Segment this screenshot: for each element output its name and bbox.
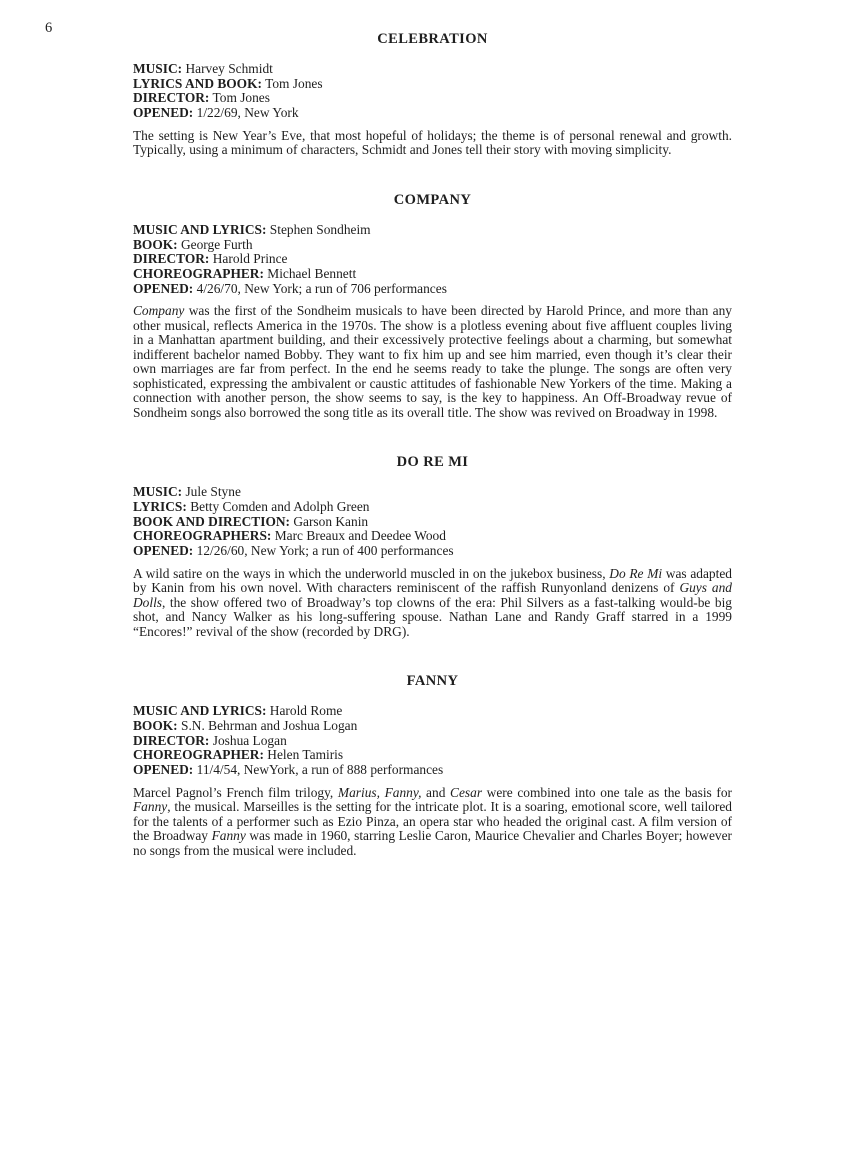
paragraph-segment: and xyxy=(421,784,451,800)
credit-line xyxy=(133,734,732,749)
paragraph-italic-segment: Cesar xyxy=(450,784,483,800)
credit-line xyxy=(133,763,732,778)
credit-label: OPENED: xyxy=(133,762,194,778)
credit-label: DIRECTOR: xyxy=(133,732,210,748)
credit-value: Harvey Schmidt xyxy=(185,61,273,76)
credit-label: BOOK AND DIRECTION: xyxy=(133,513,290,529)
credit-value: Marc Breaux and Deedee Wood xyxy=(274,528,446,544)
paragraph-segment: were combined into one tale as the basis for xyxy=(482,784,733,800)
credit-label: MUSIC AND LYRICS: xyxy=(133,703,267,719)
credit-label: MUSIC: xyxy=(133,61,183,76)
paragraph-italic-segment: Company xyxy=(133,303,185,319)
credit-label: OPENED: xyxy=(133,105,194,121)
musical-section xyxy=(133,673,732,858)
credit-label: DIRECTOR: xyxy=(133,251,210,267)
paragraph-segment: was made in 1960, starring Leslie Caron, Maurice Chevalier and Charles Boyer; however no songs from the musical were included. xyxy=(133,828,732,858)
section-paragraph xyxy=(133,304,732,420)
credit-label: BOOK: xyxy=(133,718,178,734)
section-paragraph xyxy=(133,129,732,158)
credit-value: 12/26/60, New York; a run of 400 performances xyxy=(196,543,454,559)
credit-label: MUSIC AND LYRICS: xyxy=(133,221,267,237)
musical-section xyxy=(133,454,732,639)
credit-line xyxy=(133,485,732,500)
paragraph-segment: was the first of the Sondheim musicals to have been directed by Harold Prince, and more than any other musical, reflects America in the 1970s. The show is a plotless evening about five affluent couples living in a Manhattan apartment building, and their excessively protective feelings about a charming, but somewhat indifferent bachelor named Bobby. They want to fix him up and see him married, even though it’s clear their own marriages are far from perfect. In the end he seems ready to take the plunge. The songs are often very sophisticated, expressing the ambivalent or caustic attitudes of fashionable New Yorkers of the time. Making a connection with another person, the show seems to say, is the key to happiness. An Off-Broadway revue of Sondheim songs also borrowed the song title as its overall title. The show was revived on Broadway in 1998. xyxy=(133,303,732,420)
credit-line xyxy=(133,529,732,544)
credit-line xyxy=(133,748,732,763)
credit-line xyxy=(133,223,732,238)
credit-line xyxy=(133,544,732,559)
credit-line xyxy=(133,267,732,282)
paragraph-italic-segment: Do Re Mi xyxy=(609,565,663,581)
credit-line xyxy=(133,106,732,121)
credit-value: S.N. Behrman and Joshua Logan xyxy=(181,718,358,734)
section-title: FANNY xyxy=(406,673,459,690)
credit-value: Garson Kanin xyxy=(293,513,369,529)
paragraph-italic-segment: Marius, Fanny, xyxy=(337,784,422,800)
paragraph-segment: , the show offered two of Broadway’s top clowns of the era: Phil Silvers as a fast-talking would-be big shot, and Nancy Walker as his long-suffering spouse. Nathan Lane and Randy Graff starred in a 1999 “Encores!” revival of the show (recorded by DRG). xyxy=(133,594,732,639)
credit-label: MUSIC: xyxy=(133,484,183,500)
credit-line xyxy=(133,515,732,530)
credits xyxy=(133,223,732,297)
credit-line xyxy=(133,500,732,515)
sections xyxy=(133,31,732,858)
credit-value: Tom Jones xyxy=(265,75,323,91)
paragraph-italic-segment: Fanny xyxy=(211,828,246,844)
musical-section xyxy=(133,31,732,158)
credit-line xyxy=(133,91,732,106)
credit-label: OPENED: xyxy=(133,543,194,559)
section-title: DO RE MI xyxy=(396,454,469,471)
paragraph-italic-segment: Fanny xyxy=(133,799,168,815)
credit-value: 1/22/69, New York xyxy=(196,105,299,121)
credit-value: Betty Comden and Adolph Green xyxy=(190,499,370,515)
credit-line xyxy=(133,252,732,267)
credit-value: Helen Tamiris xyxy=(267,747,344,763)
credit-value: Jule Styne xyxy=(185,484,241,500)
credit-label: BOOK: xyxy=(133,236,178,252)
credit-line xyxy=(133,62,732,77)
credit-value: Tom Jones xyxy=(212,90,270,106)
credit-line xyxy=(133,282,732,297)
credit-label: CHOREOGRAPHER: xyxy=(133,747,264,763)
page-number: 6 xyxy=(45,20,53,36)
credit-label: LYRICS: xyxy=(133,499,187,515)
credit-line xyxy=(133,77,732,92)
credit-value: Harold Prince xyxy=(212,251,288,267)
credits xyxy=(133,485,732,559)
credit-value: George Furth xyxy=(181,236,253,252)
paragraph-segment: was adapted by Kanin from his own novel. With characters reminiscent of the raffish Runyonland denizens of xyxy=(133,565,732,596)
credit-label: CHOREOGRAPHER: xyxy=(133,265,264,281)
credits xyxy=(133,62,732,121)
credit-line xyxy=(133,704,732,719)
credits xyxy=(133,704,732,778)
credit-line xyxy=(133,238,732,253)
page-content xyxy=(133,31,732,892)
credit-value: Stephen Sondheim xyxy=(269,221,371,237)
paragraph-segment: , the musical. Marseilles is the setting for the intricate plot. It is a soaring, emotional score, well tailored for the talents of a performer such as Ezio Pinza, an opera star who headed the original cast. A film version of the Broadway xyxy=(133,799,732,844)
credit-line xyxy=(133,719,732,734)
section-paragraph xyxy=(133,567,732,640)
paragraph-segment: The setting is New Year’s Eve, that most hopeful of holidays; the theme is of personal renewal and growth. Typically, using a minimum of characters, Schmidt and Jones tell their story with moving simplicity. xyxy=(133,127,732,158)
credit-value: 11/4/54, NewYork, a run of 888 performances xyxy=(196,762,444,778)
credit-label: OPENED: xyxy=(133,280,194,296)
credit-value: Harold Rome xyxy=(269,703,343,719)
paragraph-italic-segment: Guys and Dolls xyxy=(133,580,732,610)
section-title: CELEBRATION xyxy=(377,31,488,47)
credit-label: DIRECTOR: xyxy=(133,90,210,106)
musical-section xyxy=(133,192,732,421)
paragraph-segment: A wild satire on the ways in which the underworld muscled in on the jukebox business, xyxy=(133,565,610,581)
section-paragraph xyxy=(133,786,732,859)
credit-value: Michael Bennett xyxy=(267,265,357,281)
credit-label: CHOREOGRAPHERS: xyxy=(133,528,272,544)
paragraph-segment: Marcel Pagnol’s French film trilogy, xyxy=(133,784,338,800)
credit-value: 4/26/70, New York; a run of 706 performances xyxy=(196,280,447,296)
section-title: COMPANY xyxy=(393,191,472,208)
credit-label: LYRICS AND BOOK: xyxy=(133,75,262,91)
credit-value: Joshua Logan xyxy=(212,732,287,748)
